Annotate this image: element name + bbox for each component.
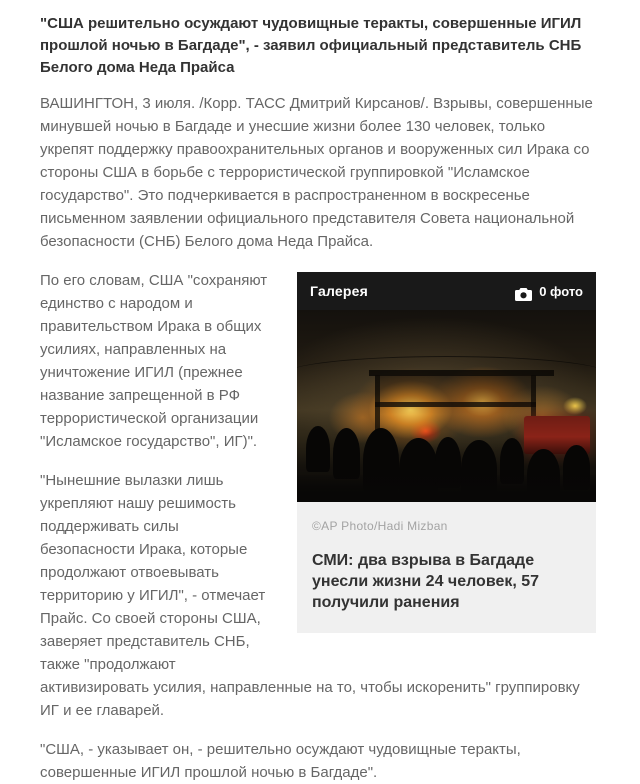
article-headline: "США решительно осуждают чудовищные теракты, совершенные ИГИЛ прошлой ночью в Багдаде", - заявил официальный представитель СНБ Белого дома Неда Прайса: [40, 15, 582, 76]
gallery-widget: [297, 272, 596, 633]
photo-count-badge[interactable]: [515, 280, 583, 303]
photo-person: [306, 426, 330, 472]
gallery-caption-box: [297, 502, 596, 633]
camera-icon: [515, 285, 532, 298]
photo-caption: СМИ: два взрыва в Багдаде унесли жизни 24 человек, 57 получили ранения: [312, 552, 540, 611]
paragraph-resolve: "Нынешние вылазки лишь укрепляют нашу решимость поддерживать силы безопасности Ирака, которые продолжают отвоевывать территорию у ИГИЛ", - отмечает Прайс. Со своей стороны США, заверяет представитель СНБ, также "продолжают активизировать усилия, направленные на то, чтобы искоренить" группировку ИГ и ее главарей.: [40, 472, 580, 719]
gallery-header: [297, 272, 596, 310]
gallery-photo[interactable]: [297, 310, 596, 502]
paragraph-quote-unity: По его словам, США "сохраняют единство с народом и правительством Ирака в общих усилиях, направленных на уничтожение ИГИЛ (прежнее название запрещенной в РФ террористической организации "Исламское государство", ИГ)".: [40, 272, 268, 450]
photo-person: [333, 428, 360, 479]
photo-ground: [297, 475, 596, 502]
gallery-title: Галерея: [310, 282, 368, 299]
photo-count-label: 0 фото: [539, 283, 583, 299]
photo-credit: ©AP Photo/Hadi Mizban: [312, 519, 448, 533]
paragraph-condemn: "США, - указывает он, - решительно осуждают чудовищные теракты, совершенные ИГИЛ прошлой ночью в Багдаде".: [40, 741, 521, 781]
paragraph-lead: ВАШИНГТОН, 3 июля. /Корр. ТАСС Дмитрий Кирсанов/. Взрывы, совершенные минувшей ночью в Багдаде и унесшие жизни более 130 человек, только укрепят поддержку правоохранительных органов и вооруженных сил Ирака со стороны США в борьбе с террористической группировкой "Исламское государство". Это подчеркивается в распространенном в воскресенье письменном заявлении официального представителя Совета национальной безопасности (СНБ) Белого дома Неда Прайса.: [40, 95, 593, 250]
photo-building-floor: [375, 402, 536, 407]
